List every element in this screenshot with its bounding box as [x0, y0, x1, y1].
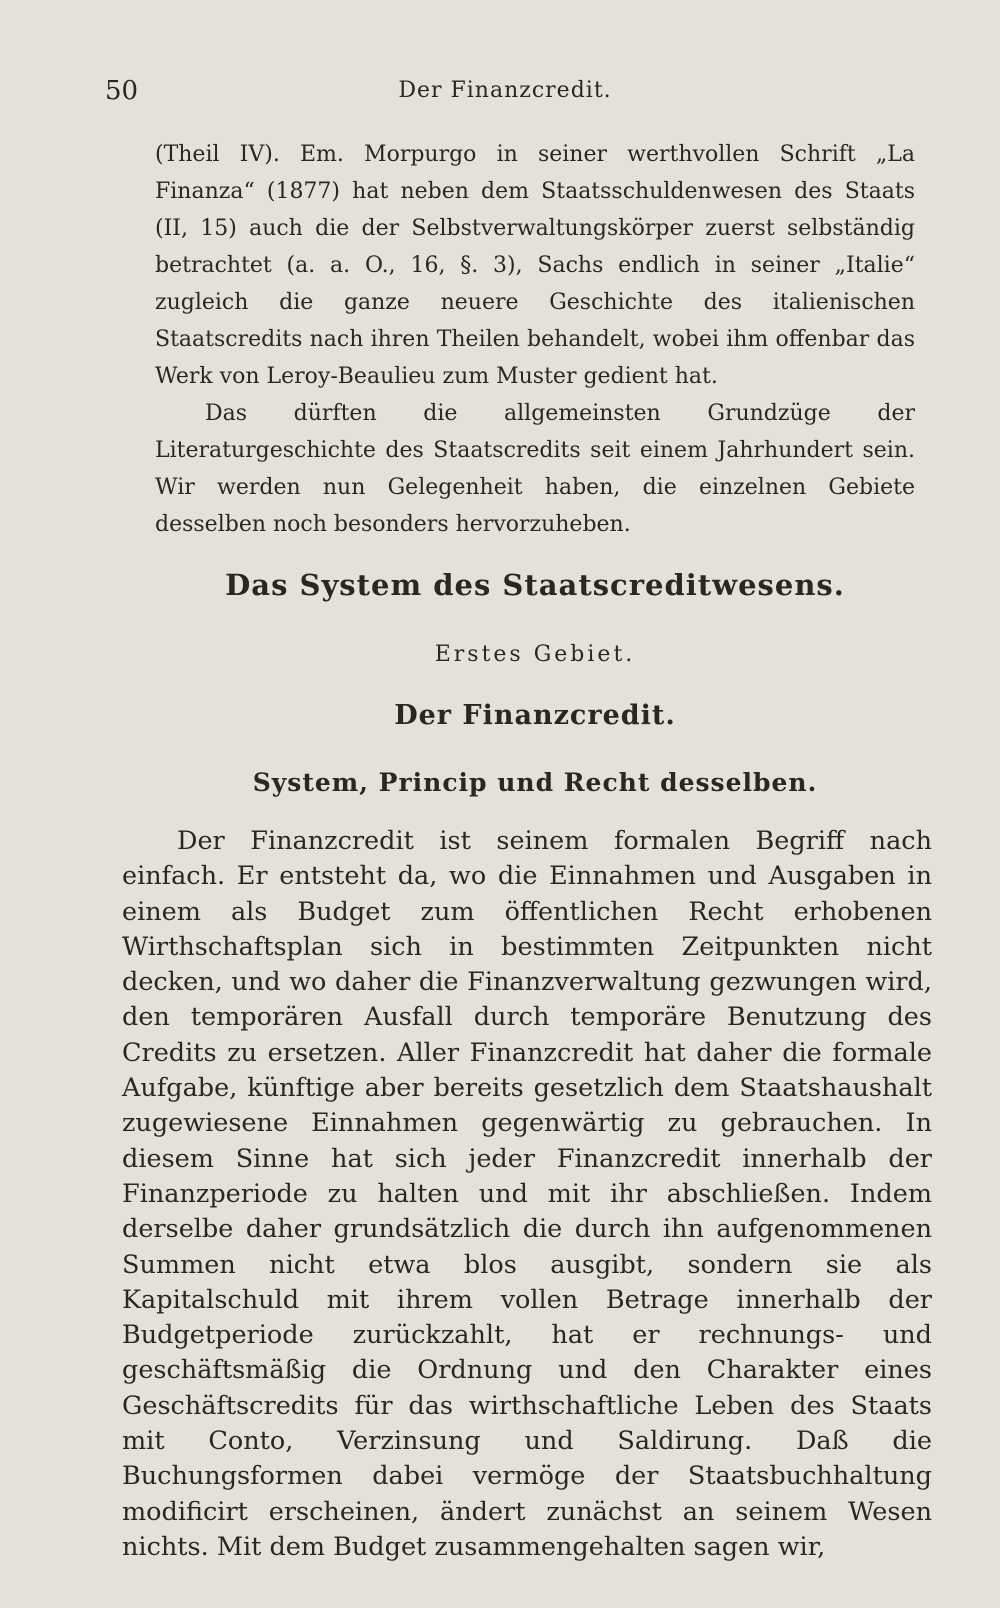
subsection-label: Erstes Gebiet. — [434, 642, 636, 667]
section-title: Das System des Staatscreditwesens. — [225, 568, 845, 602]
body-paragraph: Der Finanzcredit ist seinem formalen Begriff nach einfach. Er entsteht da, wo die Einnahmen und Ausgaben in einem als Budget zum öffentlichen Recht erhobenen Wirthschaftsplan sich in bestimmten Zeitpunkten nicht decken, und wo daher die Finanzverwaltung gezwungen wird, den temporären Ausfall durch temporäre Benutzung des Credits zu ersetzen. Aller Finanzcredit hat daher die formale Aufgabe, künftige aber bereits gesetzlich dem Staatshaushalt zugewiesene Einnahmen gegenwärtig zu gebrauchen. In diesem Sinne hat sich jeder Finanzcredit innerhalb der Finanzperiode zu halten und mit ihr abschließen. Indem derselbe daher grundsätzlich die durch ihn aufgenommenen Summen nicht etwa blos ausgibt, sondern sie als Kapitalschuld mit ihrem vollen Betrage innerhalb der Budgetperiode zurückzahlt, hat er rechnungs- und geschäftsmäßig die Ordnung und den Charakter eines Geschäftscredits für das wirthschaftliche Leben des Staats mit Conto, Verzinsung und Saldirung. Daß die Buchungsformen dabei vermöge der Staatsbuchhaltung modificirt erscheinen, ändert zunächst an seinem Wesen nichts. Mit dem Budget zusammengehalten sagen wir, — [122, 826, 932, 1562]
chapter-title: Der Finanzcredit. — [394, 700, 676, 731]
page-header — [105, 76, 905, 116]
intro-paragraph-2: Das dürften die allgemeinsten Grundzüge der Literaturgeschichte des Staatscredits seit einem Jahrhundert sein. Wir werden nun Gelegenheit haben, die einzelnen Gebiete desselben noch besonders hervorzuheben. — [155, 401, 915, 537]
chapter-subtitle: System, Princip und Recht desselben. — [252, 768, 818, 797]
intro-paragraph-1: (Theil IV). Em. Morpurgo in seiner werthvollen Schrift „La Finanza“ (1877) hat neben dem Staatsschuldenwesen des Staats (II, 15) auch die der Selbstverwaltungskörper zuerst selbständig betrachtet (a. a. O., 16, §. 3), Sachs endlich in seiner „Italie“ zugleich die ganze neuere Geschichte des italienischen Staatscredits nach ihren Theilen behandelt, wobei ihm offenbar das Werk von Leroy-Beaulieu zum Muster gedient hat. — [155, 142, 915, 389]
page-number: 50 — [105, 76, 139, 106]
body-text — [122, 824, 932, 1565]
intro-text — [155, 136, 915, 543]
running-title: Der Finanzcredit. — [398, 78, 612, 103]
